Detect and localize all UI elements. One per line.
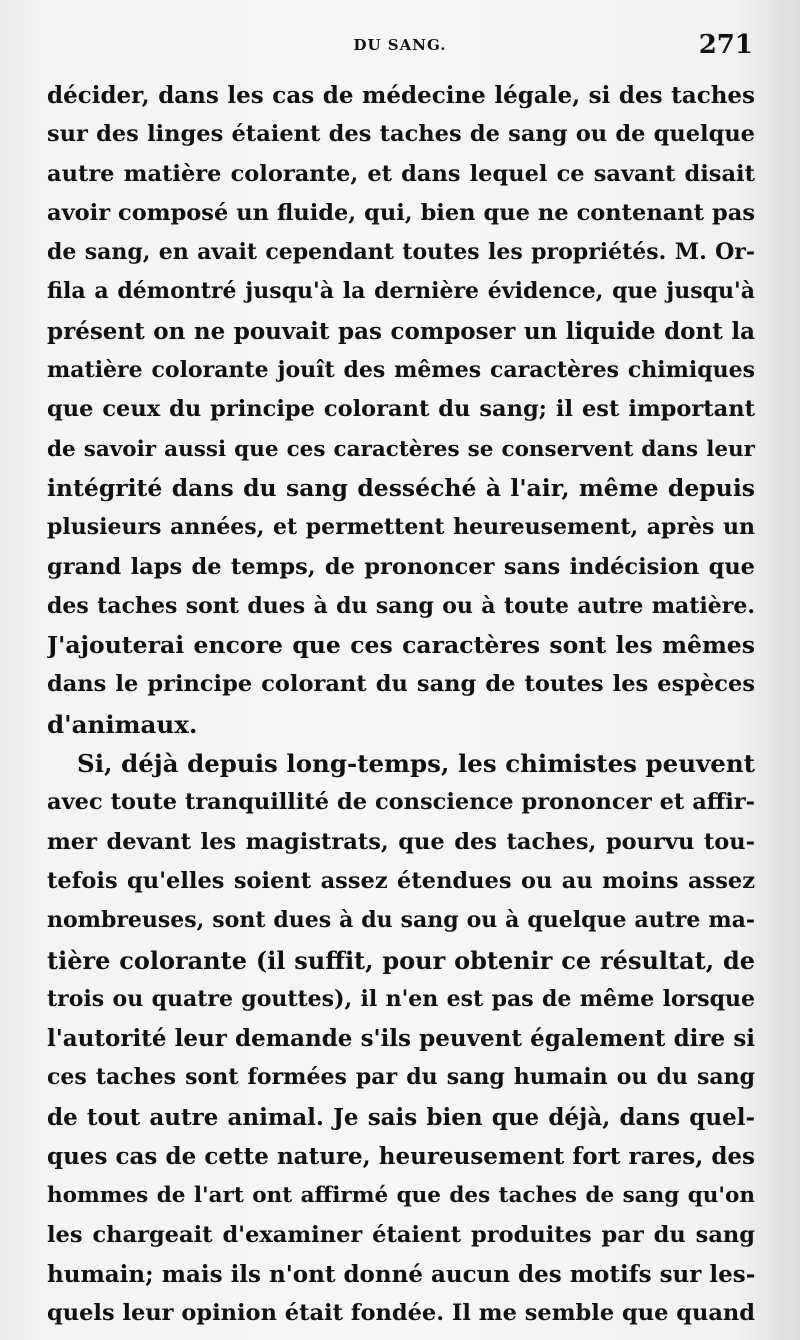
- text-line: avec toute tranquillité de conscience prononcer et affir-: [47, 789, 755, 816]
- text-line: l'autorité leur demande s'ils peuvent également dire si: [47, 1025, 755, 1053]
- text-line: sur des linges étaient des taches de sang ou de quelque: [47, 121, 755, 148]
- text-line: que ceux du principe colorant du sang; il est important: [47, 396, 755, 423]
- text-line: d'animaux.: [47, 709, 198, 739]
- text-line: de sang, en avait cependant toutes les propriétés. M. Or-: [47, 239, 755, 266]
- text-line: grand laps de temps, de prononcer sans indécision que: [47, 553, 755, 580]
- page-number: 271: [698, 30, 753, 60]
- text-line: nombreuses, sont dues à du sang ou à quelque autre ma-: [47, 907, 755, 934]
- text-line: les chargeait d'examiner étaient produites par du sang: [47, 1221, 755, 1248]
- text-line: J'ajouterai encore que ces caractères sont les mêmes: [47, 631, 755, 660]
- text-line: hommes de l'art ont affirmé que des taches de sang qu'on: [47, 1183, 755, 1209]
- text-line: mer devant les magistrats, que des taches, pourvu tou-: [47, 828, 755, 855]
- text-line: intégrité dans du sang desséché à l'air, même depuis: [47, 473, 755, 502]
- text-line: dans le principe colorant du sang de toutes les espèces: [47, 671, 755, 698]
- text-line: trois ou quatre gouttes), il n'en est pas de même lorsque: [47, 985, 755, 1012]
- text-line: matière colorante jouît des mêmes caractères chimiques: [47, 357, 755, 384]
- text-line: ques cas de cette nature, heureusement fort rares, des: [47, 1143, 755, 1171]
- text-line: fila a démontré jusqu'à la dernière évidence, que jusqu'à: [47, 278, 755, 305]
- text-line: Si, déjà depuis long-temps, les chimistes peuvent: [77, 749, 755, 779]
- text-line: avoir composé un fluide, qui, bien que ne contenant pas: [47, 199, 755, 226]
- text-line: quels leur opinion était fondée. Il me semble que quand: [47, 1300, 755, 1327]
- text-line: plusieurs années, et permettent heureusement, après un: [47, 514, 755, 541]
- text-line: décider, dans les cas de médecine légale, si des taches: [47, 82, 755, 109]
- text-line: autre matière colorante, et dans lequel ce savant disait: [47, 160, 755, 187]
- running-title: DU SANG.: [353, 36, 447, 54]
- text-line: de savoir aussi que ces caractères se conservent dans leur: [47, 436, 755, 462]
- text-line: ces taches sont formées par du sang humain ou du sang: [47, 1064, 755, 1091]
- page-header: [47, 30, 753, 70]
- text-line: de tout autre animal. Je sais bien que déjà, dans quel-: [47, 1103, 755, 1131]
- body-text: [47, 76, 755, 1334]
- text-line: tefois qu'elles soient assez étendues ou au moins assez: [47, 867, 755, 894]
- text-line: des taches sont dues à du sang ou à toute autre matière.: [47, 592, 755, 619]
- text-line: humain; mais ils n'ont donné aucun des motifs sur les-: [47, 1260, 755, 1288]
- text-line: tière colorante (il suffit, pour obtenir ce résultat, de: [47, 945, 755, 975]
- text-line: présent on ne pouvait pas composer un liquide dont la: [47, 317, 755, 345]
